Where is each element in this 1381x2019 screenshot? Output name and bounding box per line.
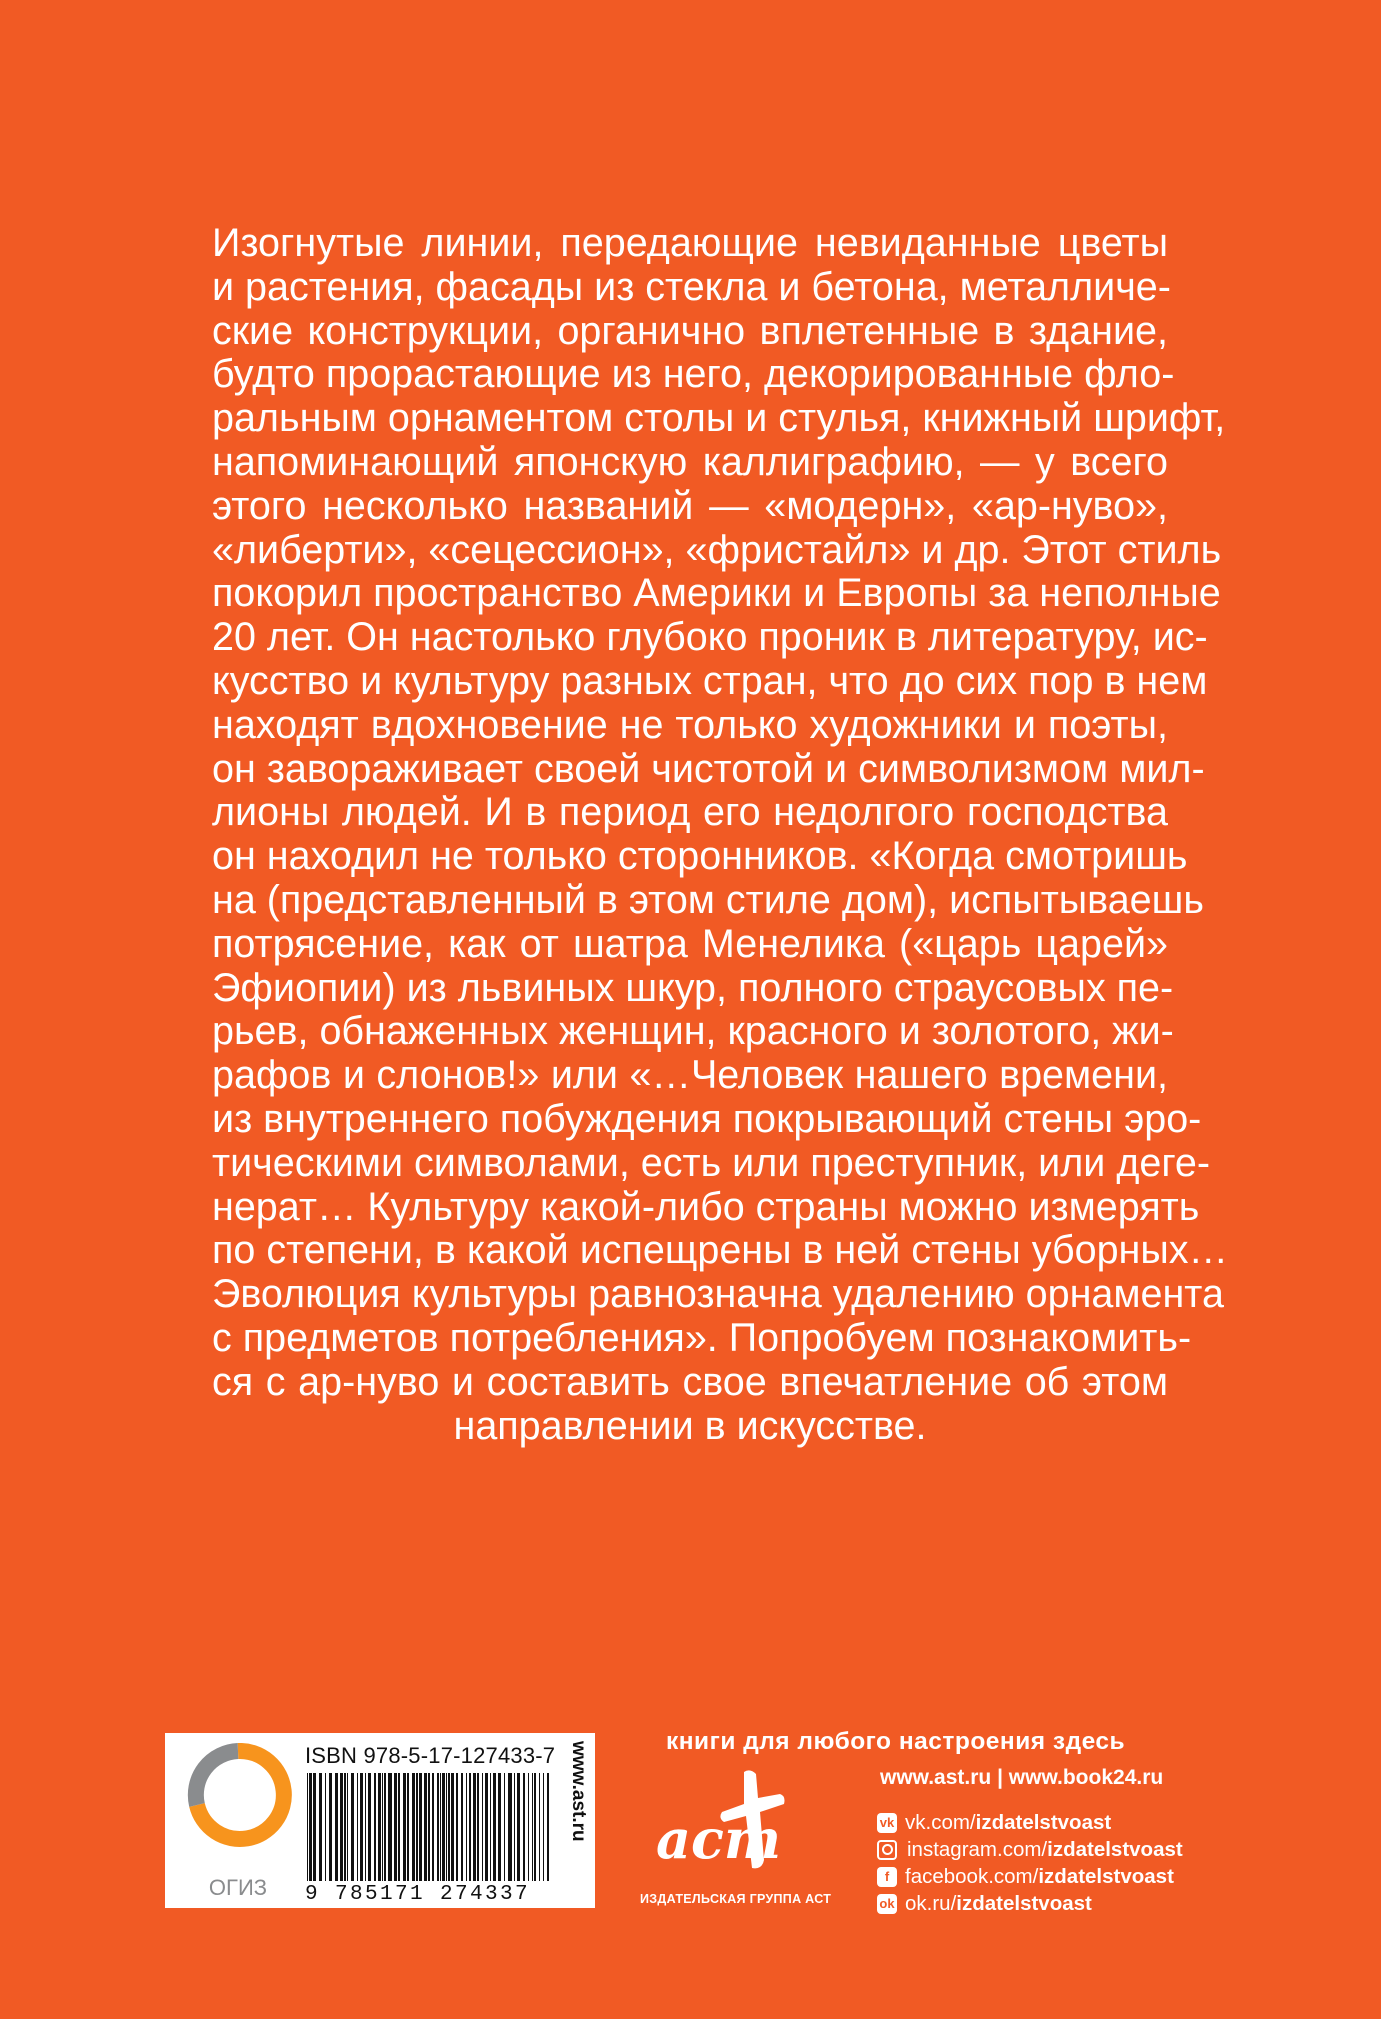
- instagram-icon: [877, 1840, 897, 1860]
- barcode-bar: [319, 1773, 322, 1881]
- publisher-sites[interactable]: www.ast.ru | www.book24.ru: [880, 1766, 1164, 1789]
- barcode-bar: [412, 1773, 415, 1881]
- barcode-bar: [384, 1773, 386, 1881]
- barcode-bar: [493, 1773, 496, 1881]
- barcode-bar: [517, 1773, 520, 1881]
- barcode-bar: [368, 1773, 371, 1881]
- barcode-bar: [365, 1773, 366, 1881]
- annotation-line: находят вдохновение не только художники и поэты,: [212, 702, 1168, 747]
- annotation-line: с предметов потребления». Попробуем познакомить-: [212, 1315, 1192, 1360]
- ogiz-logo-text: ОГИЗ: [208, 1875, 268, 1900]
- barcode-bar: [432, 1773, 434, 1881]
- annotation-line: направлении в искусстве.: [453, 1403, 927, 1448]
- barcode-bar: [388, 1773, 392, 1881]
- annotation-line: напоминающий японскую каллиграфию, — у всего: [212, 439, 1168, 484]
- barcode-bar: [461, 1773, 463, 1881]
- annotation-line: этого несколько названий — «модерн», «ар-нуво»,: [212, 483, 1168, 528]
- annotation-line: покорил пространство Америки и Европы за неполные: [212, 571, 1221, 616]
- annotation-line: по степени, в какой испещрены в ней стены уборных…: [212, 1228, 1229, 1273]
- barcode-bar: [523, 1773, 525, 1881]
- barcode-bar: [382, 1773, 383, 1881]
- annotation-line: кусство и культуру разных стран, что до сих пор в нем: [212, 658, 1208, 703]
- barcode-bar: [482, 1773, 483, 1881]
- annotation-line: он находил не только сторонников. «Когда смотришь: [212, 834, 1188, 879]
- social-link-instagram[interactable]: [877, 1836, 1183, 1863]
- barcode-bar: [469, 1773, 471, 1881]
- barcode-bar: [347, 1773, 348, 1881]
- annotation-line: лионы людей. И в период его недолгого господства: [212, 790, 1168, 835]
- barcode-bar: [419, 1773, 422, 1881]
- facebook-icon: f: [877, 1867, 897, 1887]
- barcode-bar: [325, 1773, 326, 1881]
- barcode-bar: [313, 1773, 316, 1881]
- barcode-panel: [165, 1733, 595, 1908]
- barcode-bar: [547, 1773, 549, 1881]
- annotation-line: Изогнутые линии, передающие невиданные цветы: [212, 221, 1168, 265]
- annotation-line: Эволюция культуры равнозначна удалению орнамента: [212, 1272, 1224, 1317]
- barcode-bar: [442, 1773, 445, 1881]
- annotation-line: он завораживает своей чистотой и символизмом мил-: [212, 746, 1205, 791]
- barcode-bar: [335, 1773, 338, 1881]
- barcode-bar: [543, 1773, 544, 1881]
- annotation-text: [212, 221, 1229, 1448]
- barcode-bar: [424, 1773, 427, 1881]
- barcode-bar: [398, 1773, 400, 1881]
- social-link-ok[interactable]: [877, 1890, 1183, 1917]
- barcode-bar: [532, 1773, 533, 1881]
- barcode-bar: [466, 1773, 467, 1881]
- barcode-digits: 9 785171 274337: [305, 1883, 531, 1906]
- barcode-bar: [307, 1773, 308, 1881]
- barcode-bar: [490, 1773, 491, 1881]
- publisher-caption: ИЗДАТЕЛЬСКАЯ ГРУППА АСТ: [640, 1892, 832, 1906]
- annotation-line: рафов и слонов!» или «…Человек нашего времени,: [212, 1053, 1168, 1098]
- annotation-line: нерат… Культуру какой-либо страны можно измерять: [212, 1184, 1200, 1229]
- barcode-bar: [534, 1773, 536, 1881]
- ast-logo-text: аст: [656, 1807, 782, 1871]
- barcode-bar: [539, 1773, 540, 1881]
- annotation-line: Эфиопии) из львиных шкур, полного страусовых пе-: [212, 965, 1174, 1010]
- barcode-bar: [504, 1773, 505, 1881]
- barcode-bar: [344, 1773, 346, 1881]
- annotation-line: потрясение, как от шатра Менелика («царь царей»: [212, 921, 1168, 966]
- social-handle: izdatelstvoast: [1047, 1837, 1183, 1861]
- annotation-line: и растения, фасады из стекла и бетона, металличе-: [212, 264, 1171, 309]
- annotation-line: рьев, обнаженных женщин, красного и золотого, жи-: [212, 1009, 1174, 1054]
- annotation-line: на (представленный в этом стиле дом), испытываешь: [212, 877, 1204, 922]
- vk-icon: vk: [877, 1813, 897, 1833]
- barcode-bar: [498, 1773, 501, 1881]
- annotation-line: 20 лет. Он настолько глубоко проник в литературу, ис-: [212, 615, 1208, 660]
- barcode-bar: [407, 1773, 409, 1881]
- annotation-line: ральным орнаментом столы и стулья, книжный шрифт,: [212, 396, 1226, 441]
- social-link-facebook[interactable]: [877, 1863, 1183, 1890]
- social-prefix: vk.com/: [905, 1810, 976, 1834]
- barcode-bar: [451, 1773, 454, 1881]
- barcode-bar: [446, 1773, 447, 1881]
- publisher-tagline: книги для любого настроения здесь: [666, 1728, 1126, 1755]
- barcode-bar: [357, 1773, 358, 1881]
- barcode-bar: [485, 1773, 488, 1881]
- isbn-text: ISBN 978-5-17-127433-7: [305, 1743, 556, 1768]
- barcode-bar: [351, 1773, 354, 1881]
- social-handle: izdatelstvoast: [956, 1891, 1092, 1915]
- barcode-bar: [514, 1773, 515, 1881]
- social-handle: izdatelstvoast: [1038, 1864, 1174, 1888]
- ast-logo-icon: [652, 1766, 792, 1876]
- annotation-line: будто прорастающие из него, декорированные фло-: [212, 352, 1175, 397]
- barcode-bar: [428, 1773, 430, 1881]
- annotation-line: ские конструкции, органично вплетенные в здание,: [212, 308, 1168, 353]
- annotation-line: тическими символами, есть или преступник, или деге-: [212, 1140, 1210, 1185]
- barcode-bar: [456, 1773, 458, 1881]
- social-prefix: ok.ru/: [905, 1891, 957, 1915]
- annotation-line: ся с ар-нуво и составить свое впечатление об этом: [212, 1359, 1168, 1404]
- annotation-line: из внутреннего побуждения покрывающий стены эро-: [212, 1096, 1202, 1141]
- barcode-bar: [403, 1773, 406, 1881]
- barcode-bar: [528, 1773, 529, 1881]
- barcode-bar: [340, 1773, 343, 1881]
- ogiz-logo-icon: [183, 1743, 293, 1903]
- barcode-bar: [448, 1773, 450, 1881]
- social-links: [877, 1809, 1183, 1917]
- barcode-bar: [416, 1773, 418, 1881]
- barcode-bar: [440, 1773, 441, 1881]
- barcode-bar: [477, 1773, 479, 1881]
- social-link-vk[interactable]: [877, 1809, 1183, 1836]
- barcode-bar: [374, 1773, 376, 1881]
- barcode-site: [567, 1741, 591, 1901]
- social-prefix: instagram.com/: [907, 1837, 1048, 1861]
- barcode-icon: [305, 1773, 555, 1881]
- ok-icon: ok: [877, 1894, 897, 1914]
- barcode-bar: [473, 1773, 476, 1881]
- barcode-bar: [437, 1773, 439, 1881]
- social-handle: izdatelstvoast: [975, 1810, 1112, 1834]
- barcode-bar: [329, 1773, 332, 1881]
- barcode-bar: [508, 1773, 512, 1881]
- barcode-bar: [309, 1773, 312, 1881]
- barcode-site-text: www.ast.ru: [568, 1741, 589, 1842]
- barcode-bar: [378, 1773, 381, 1881]
- barcode-bar: [360, 1773, 363, 1881]
- annotation-line: «либерти», «сецессион», «фристайл» и др. Этот стиль: [212, 527, 1222, 572]
- barcode-bar: [394, 1773, 397, 1881]
- social-prefix: facebook.com/: [905, 1864, 1039, 1888]
